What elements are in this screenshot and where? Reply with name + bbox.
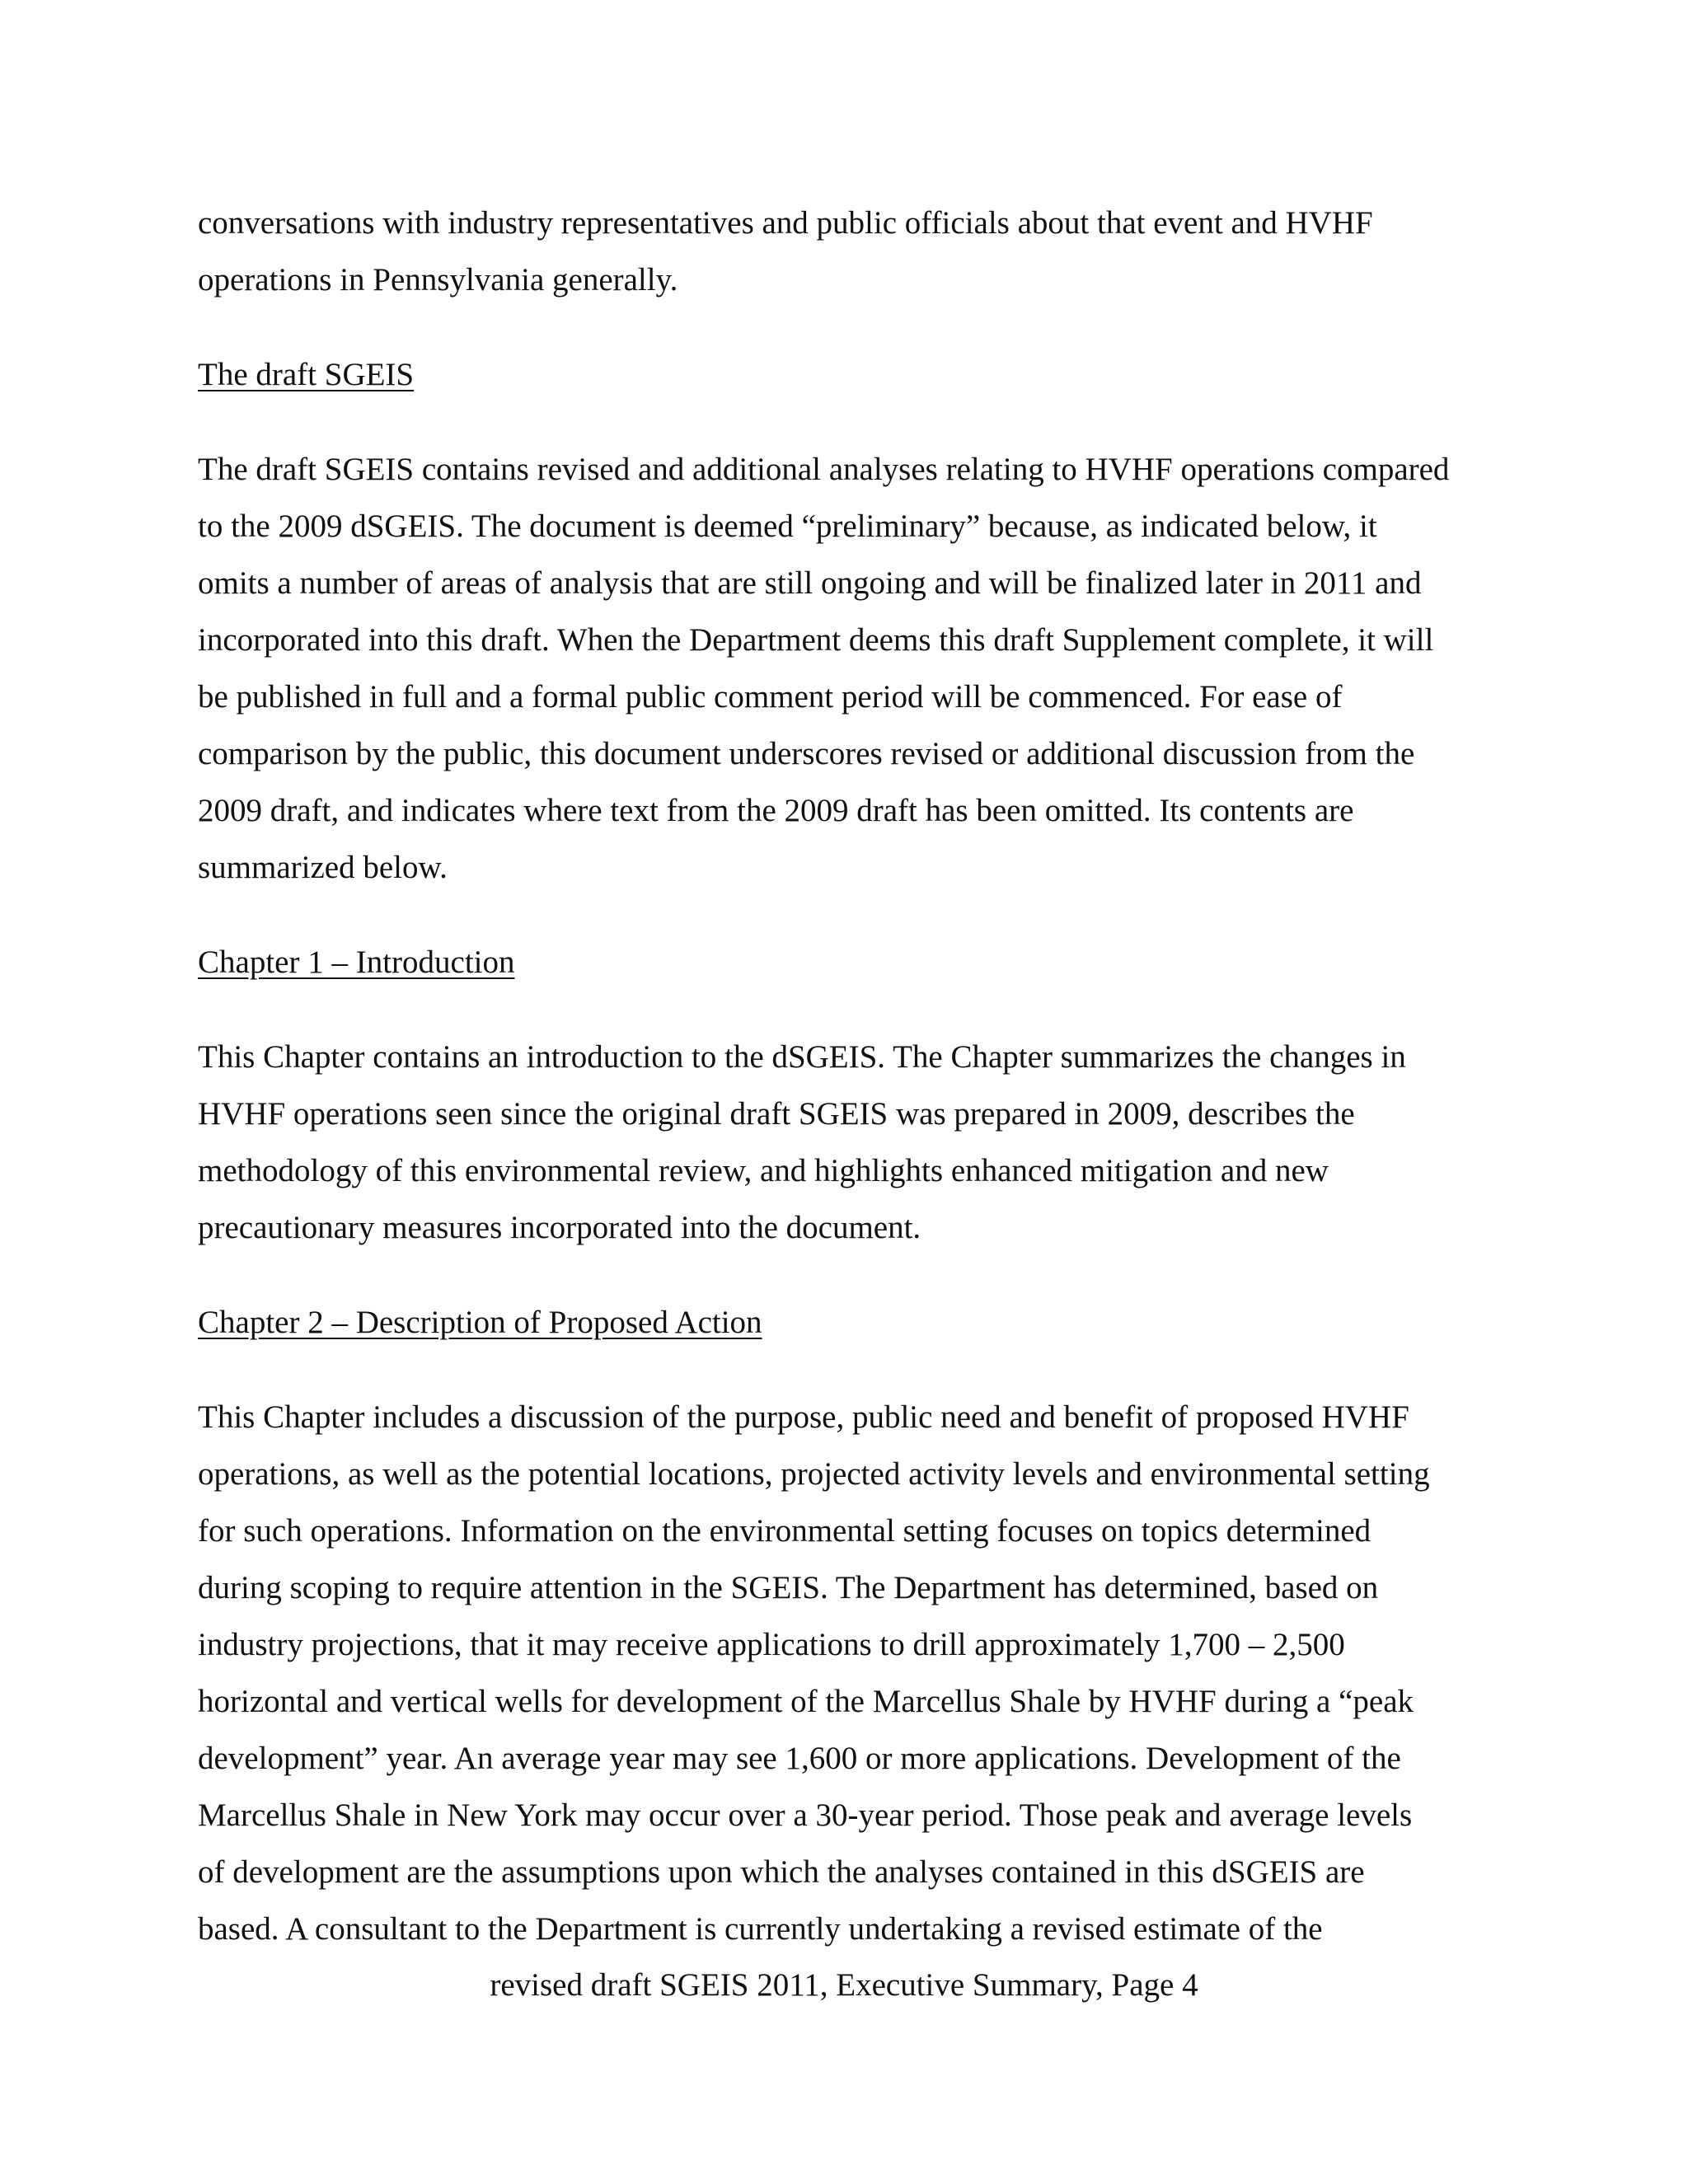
- chapter-1-paragraph: [198, 1029, 1500, 1256]
- text-line: omits a number of areas of analysis that are still ongoing and will be finalized later in 2011 and: [198, 565, 1422, 601]
- text-line: Marcellus Shale in New York may occur over a 30-year period. Those peak and average levels: [198, 1797, 1413, 1833]
- text-line: operations in Pennsylvania generally.: [198, 262, 678, 298]
- text-line: The draft SGEIS contains revised and additional analyses relating to HVHF operations compared: [198, 452, 1450, 487]
- text-line: HVHF operations seen since the original draft SGEIS was prepared in 2009, describes the: [198, 1096, 1355, 1132]
- heading-text: Chapter 1 – Introduction: [198, 944, 515, 980]
- page-content: [198, 194, 1500, 1957]
- text-line: development” year. An average year may see 1,600 or more applications. Development of the: [198, 1741, 1401, 1776]
- page-footer: revised draft SGEIS 2011, Executive Summary, Page 4: [490, 1967, 1198, 2003]
- text-line: based. A consultant to the Department is currently undertaking a revised estimate of the: [198, 1911, 1323, 1947]
- text-line: methodology of this environmental review, and highlights enhanced mitigation and new: [198, 1153, 1329, 1188]
- text-line: conversations with industry representatives and public officials about that event and HVHF: [198, 205, 1373, 241]
- text-line: This Chapter includes a discussion of the purpose, public need and benefit of proposed HVHF: [198, 1399, 1409, 1435]
- text-line: to the 2009 dSGEIS. The document is deemed “preliminary” because, as indicated below, it: [198, 509, 1377, 544]
- text-line: precautionary measures incorporated into the document.: [198, 1210, 921, 1245]
- text-line: for such operations. Information on the environmental setting focuses on topics determined: [198, 1513, 1372, 1549]
- draft-sgeis-paragraph: [198, 441, 1500, 896]
- heading-text: Chapter 2 – Description of Proposed Action: [198, 1305, 762, 1340]
- text-line: summarized below.: [198, 850, 448, 885]
- heading-text: The draft SGEIS: [198, 357, 415, 392]
- text-line: comparison by the public, this document underscores revised or additional discussion from the: [198, 736, 1415, 771]
- section-heading-chapter-1: [198, 934, 1500, 991]
- text-line: incorporated into this draft. When the Department deems this draft Supplement complete, it will: [198, 622, 1434, 658]
- text-line: horizontal and vertical wells for development of the Marcellus Shale by HVHF during a “peak: [198, 1684, 1414, 1719]
- text-line: be published in full and a formal public comment period will be commenced. For ease of: [198, 679, 1343, 715]
- intro-continuation-paragraph: [198, 194, 1500, 308]
- text-line: 2009 draft, and indicates where text from the 2009 draft has been omitted. Its contents are: [198, 793, 1354, 828]
- text-line: during scoping to require attention in the SGEIS. The Department has determined, based on: [198, 1570, 1379, 1605]
- text-line: industry projections, that it may receive applications to drill approximately 1,700 – 2,500: [198, 1627, 1345, 1662]
- text-line: of development are the assumptions upon which the analyses contained in this dSGEIS are: [198, 1854, 1365, 1890]
- chapter-2-paragraph: [198, 1389, 1500, 1957]
- section-heading-draft-sgeis: [198, 346, 1500, 403]
- section-heading-chapter-2: [198, 1294, 1500, 1351]
- text-line: operations, as well as the potential locations, projected activity levels and environmental setting: [198, 1456, 1430, 1492]
- text-line: This Chapter contains an introduction to the dSGEIS. The Chapter summarizes the changes in: [198, 1039, 1406, 1075]
